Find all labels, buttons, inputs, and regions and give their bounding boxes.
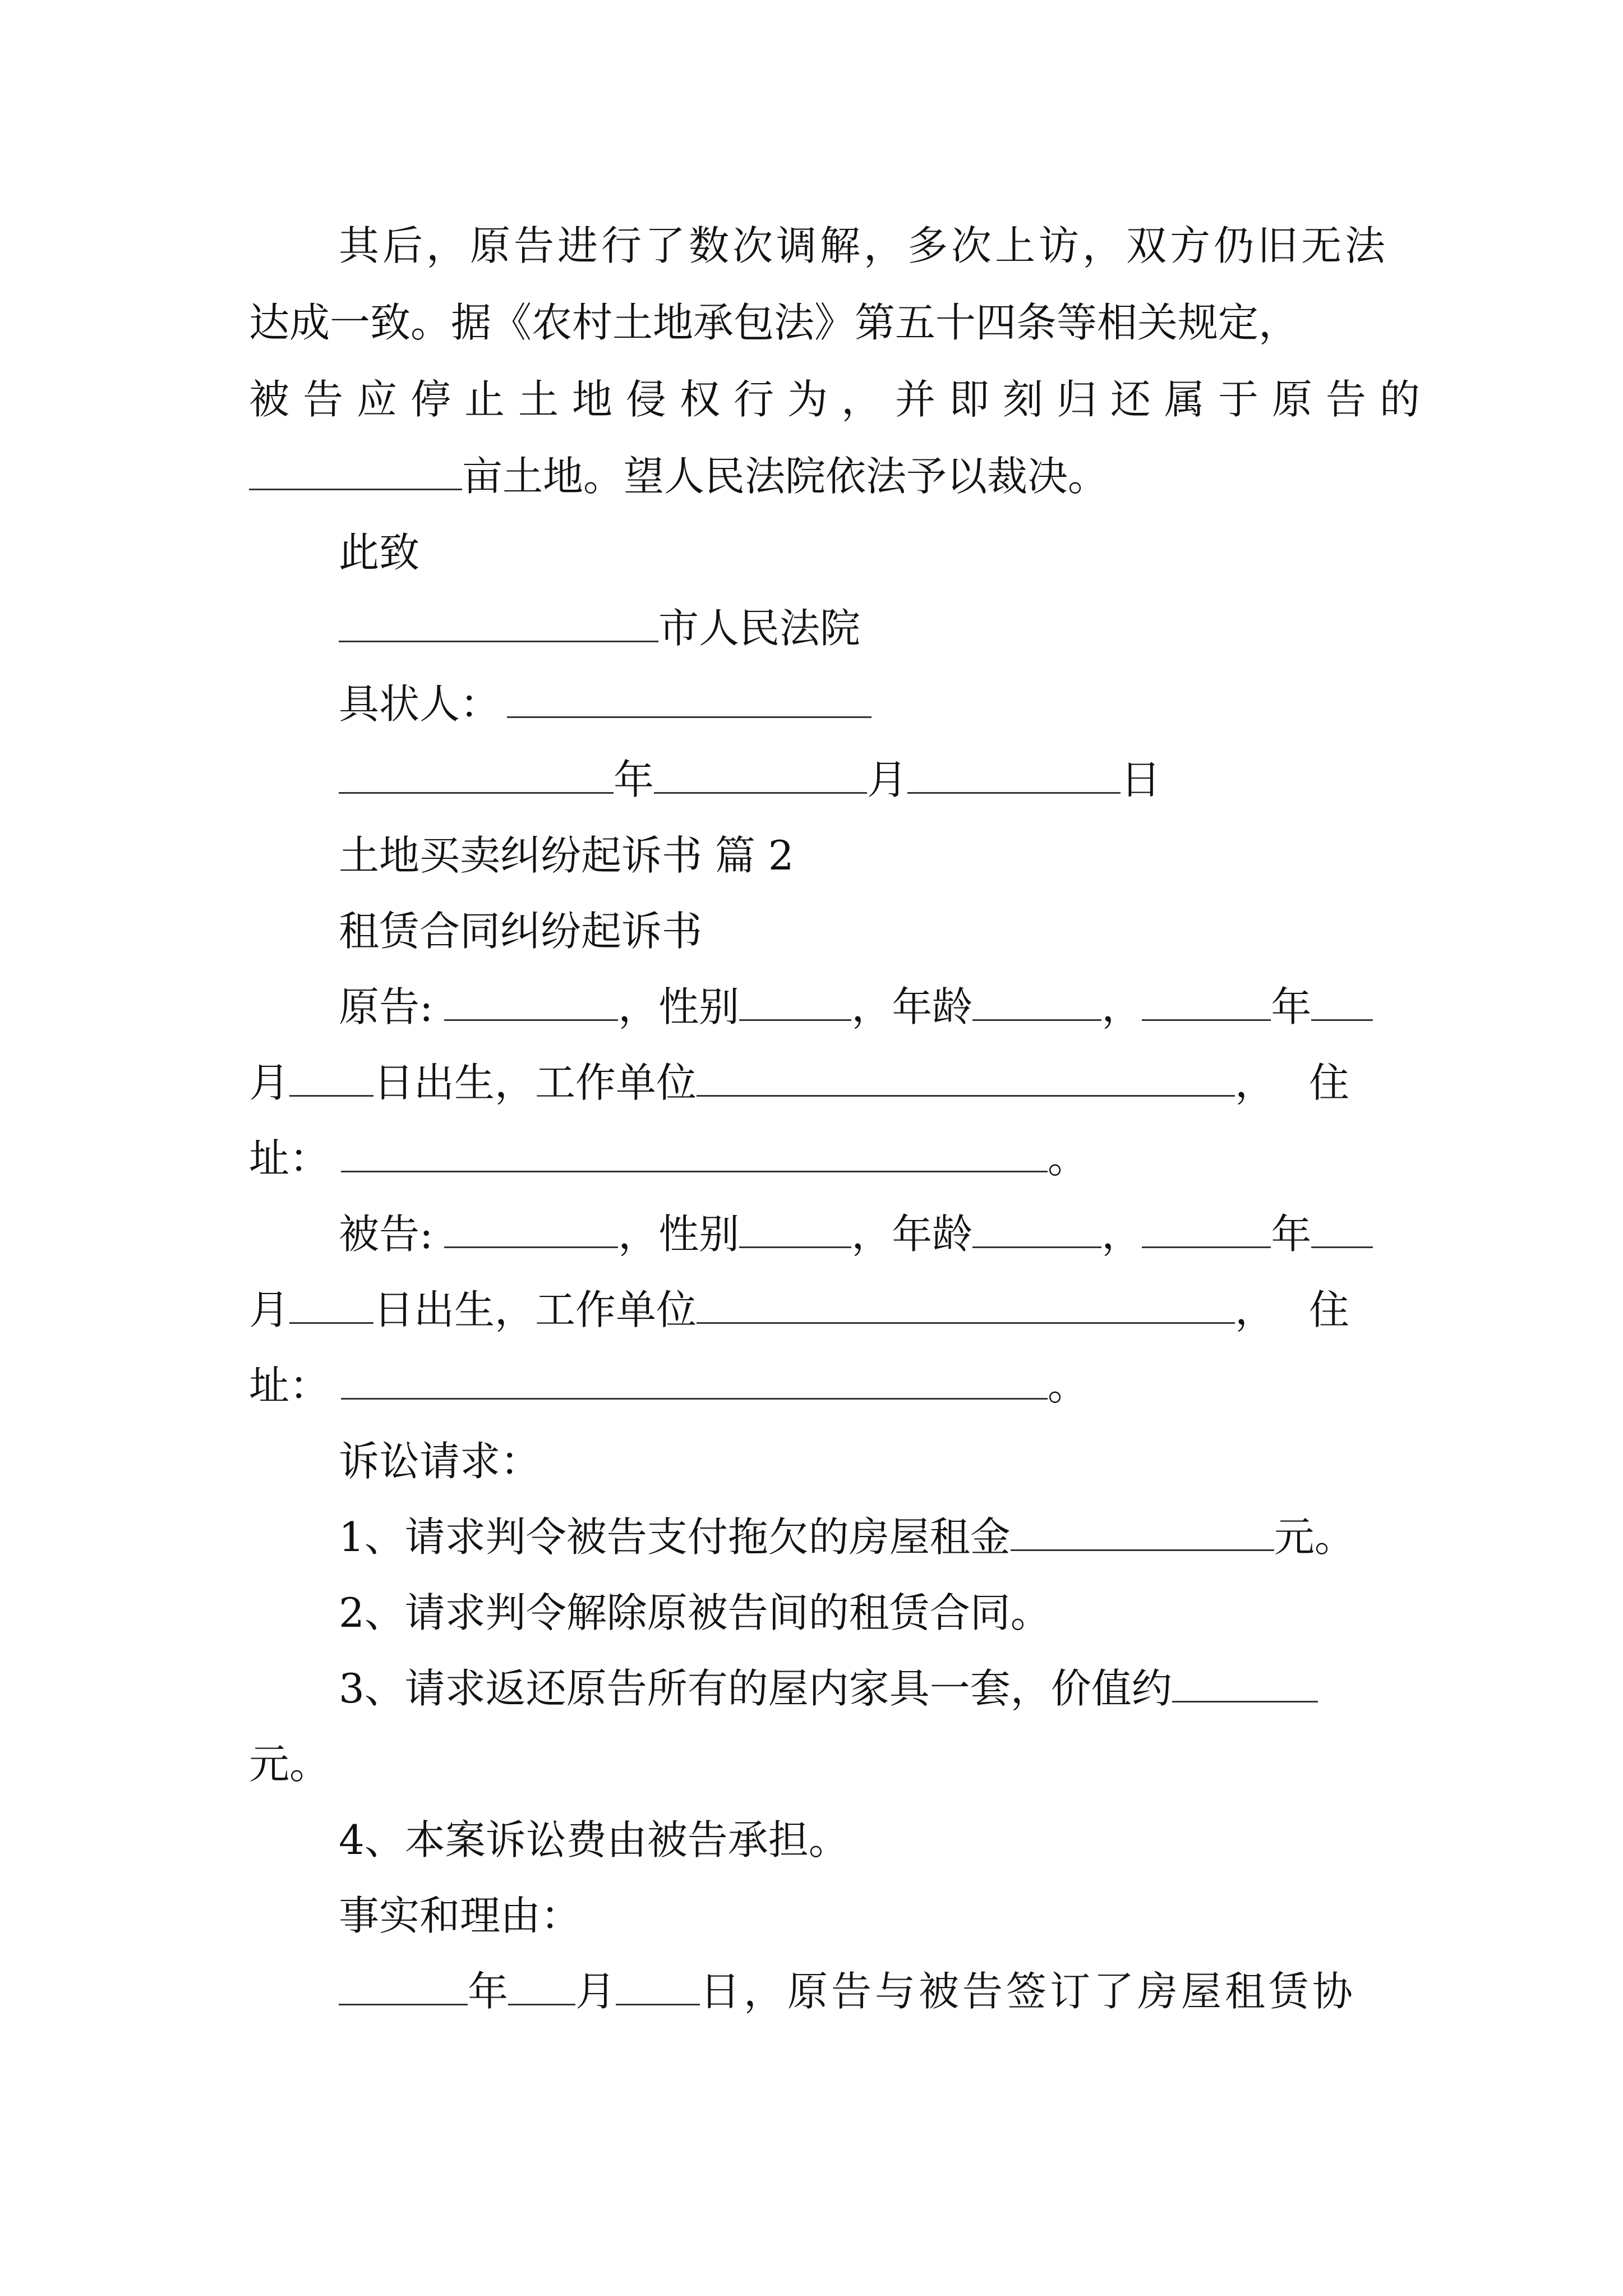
plaintiff-line3 (249, 1130, 1088, 1186)
defendant-line1 (339, 1206, 1373, 1262)
defendant-comma: ， (1101, 1211, 1142, 1258)
court-suffix: 市人民法院 (658, 605, 861, 652)
facts-day-text: 日，原告与被告签订了房屋租赁协 (700, 1968, 1357, 2015)
claim-item-3-prefix: 3、请求返还原告所有的屋内家具一套，价值约 (339, 1665, 1172, 1712)
defendant-address-blank[interactable] (341, 1363, 1048, 1400)
claim-item-3 (339, 1660, 1318, 1717)
defendant-name-blank[interactable] (444, 1212, 618, 1248)
defendant-birth-year-blank[interactable] (1142, 1212, 1271, 1248)
date-line (339, 752, 1161, 808)
defendant-gender-label: ，性别 (618, 1211, 740, 1258)
defendant-line3 (249, 1358, 1088, 1414)
plaintiff-name-blank[interactable] (444, 984, 618, 1021)
section-heading: 土地买卖纠纷起诉书 篇 2 (339, 832, 794, 879)
plaintiff-residence-prefix: ，住 (1235, 1059, 1384, 1106)
defendant-label: 被告: (339, 1211, 434, 1258)
defendant-residence-prefix: ，住 (1235, 1286, 1384, 1333)
defendant-birth-day-blank[interactable] (289, 1287, 374, 1324)
defendant-employer-blank[interactable] (697, 1287, 1235, 1324)
court-line (339, 600, 860, 656)
claims-heading: 诉讼请求： (339, 1438, 541, 1485)
claim-item-1-suffix: 元。 (1274, 1513, 1355, 1561)
furniture-value-blank[interactable] (1172, 1666, 1318, 1703)
facts-year-label: 年 (468, 1968, 509, 2015)
defendant-address-label: 址： (249, 1362, 330, 1409)
claim-item-1-prefix: 1、请求判令被告支付拖欠的房屋租金 (339, 1513, 1011, 1561)
plaintiff-comma: ， (1101, 983, 1142, 1030)
plaintiff-address-blank[interactable] (341, 1136, 1048, 1172)
petitioner-line (339, 676, 872, 732)
plaintiff-age-label: ，年龄 (851, 983, 973, 1030)
para1-line1-text: 其后，原告进行了数次调解，多次上访，双方仍旧无法 (339, 222, 1389, 269)
salutation: 此致 (339, 529, 420, 576)
para1-line3: 被告应停止土地侵权行为，并即刻归还属于原告的 (249, 376, 1434, 423)
facts-day-blank[interactable] (616, 1969, 700, 2005)
date-day-label: 日 (1121, 756, 1161, 803)
claim-item-2: 2、请求判令解除原被告间的租赁合同。 (339, 1589, 1051, 1636)
rent-amount-blank[interactable] (1011, 1515, 1274, 1551)
claim-item-4: 4、本案诉讼费由被告承担。 (339, 1816, 849, 1864)
para1-line4-suffix: 亩土地。望人民法院依法予以裁决。 (462, 453, 1109, 500)
acreage-blank[interactable] (249, 454, 462, 490)
plaintiff-month-label: 月 (249, 1059, 290, 1106)
defendant-born-label: 日出生，工作单位 (374, 1286, 697, 1333)
plaintiff-birth-year-blank[interactable] (1142, 984, 1271, 1021)
date-year-blank[interactable] (339, 757, 614, 794)
date-month-label: 月 (867, 756, 908, 803)
defendant-period: 。 (1048, 1362, 1089, 1409)
facts-month-label: 月 (575, 1968, 616, 2015)
plaintiff-employer-blank[interactable] (697, 1060, 1235, 1097)
date-month-blank[interactable] (654, 757, 867, 794)
defendant-month-label: 月 (249, 1286, 290, 1333)
facts-heading: 事实和理由： (339, 1892, 582, 1939)
plaintiff-born-label: 日出生，工作单位 (374, 1059, 697, 1106)
date-year-label: 年 (614, 756, 654, 803)
para1-line4 (249, 448, 1108, 504)
plaintiff-age-blank[interactable] (972, 984, 1101, 1021)
plaintiff-gender-label: ，性别 (618, 983, 740, 1030)
plaintiff-label: 原告: (339, 983, 434, 1030)
facts-month-blank[interactable] (508, 1969, 575, 2005)
plaintiff-birth-month-blank[interactable] (1311, 984, 1373, 1021)
court-city-blank[interactable] (339, 606, 658, 642)
defendant-age-blank[interactable] (972, 1212, 1101, 1248)
para1-line2: 达成一致。据《农村土地承包法》第五十四条等相关规定， (249, 299, 1299, 346)
plaintiff-period: 。 (1048, 1135, 1089, 1182)
plaintiff-gender-blank[interactable] (739, 984, 851, 1021)
defendant-year-label: 年 (1271, 1211, 1312, 1258)
plaintiff-address-label: 址： (249, 1135, 330, 1182)
petitioner-label: 具状人： (339, 680, 501, 728)
defendant-line2 (249, 1282, 1393, 1338)
defendant-birth-month-blank[interactable] (1311, 1212, 1373, 1248)
facts-line1 (339, 1963, 1356, 2019)
petitioner-blank[interactable] (507, 682, 872, 718)
claim-item-1 (339, 1509, 1355, 1565)
para1-line1 (339, 218, 1393, 274)
doc-title: 租赁合同纠纷起诉书 (339, 908, 703, 955)
plaintiff-birth-day-blank[interactable] (289, 1060, 374, 1097)
facts-year-blank[interactable] (339, 1969, 468, 2005)
plaintiff-year-label: 年 (1271, 983, 1312, 1030)
plaintiff-line2 (249, 1055, 1393, 1111)
claim-item-3-suffix: 元。 (249, 1741, 330, 1788)
plaintiff-line1 (339, 979, 1373, 1035)
defendant-gender-blank[interactable] (739, 1212, 851, 1248)
date-day-blank[interactable] (907, 757, 1121, 794)
defendant-age-label: ，年龄 (851, 1211, 973, 1258)
